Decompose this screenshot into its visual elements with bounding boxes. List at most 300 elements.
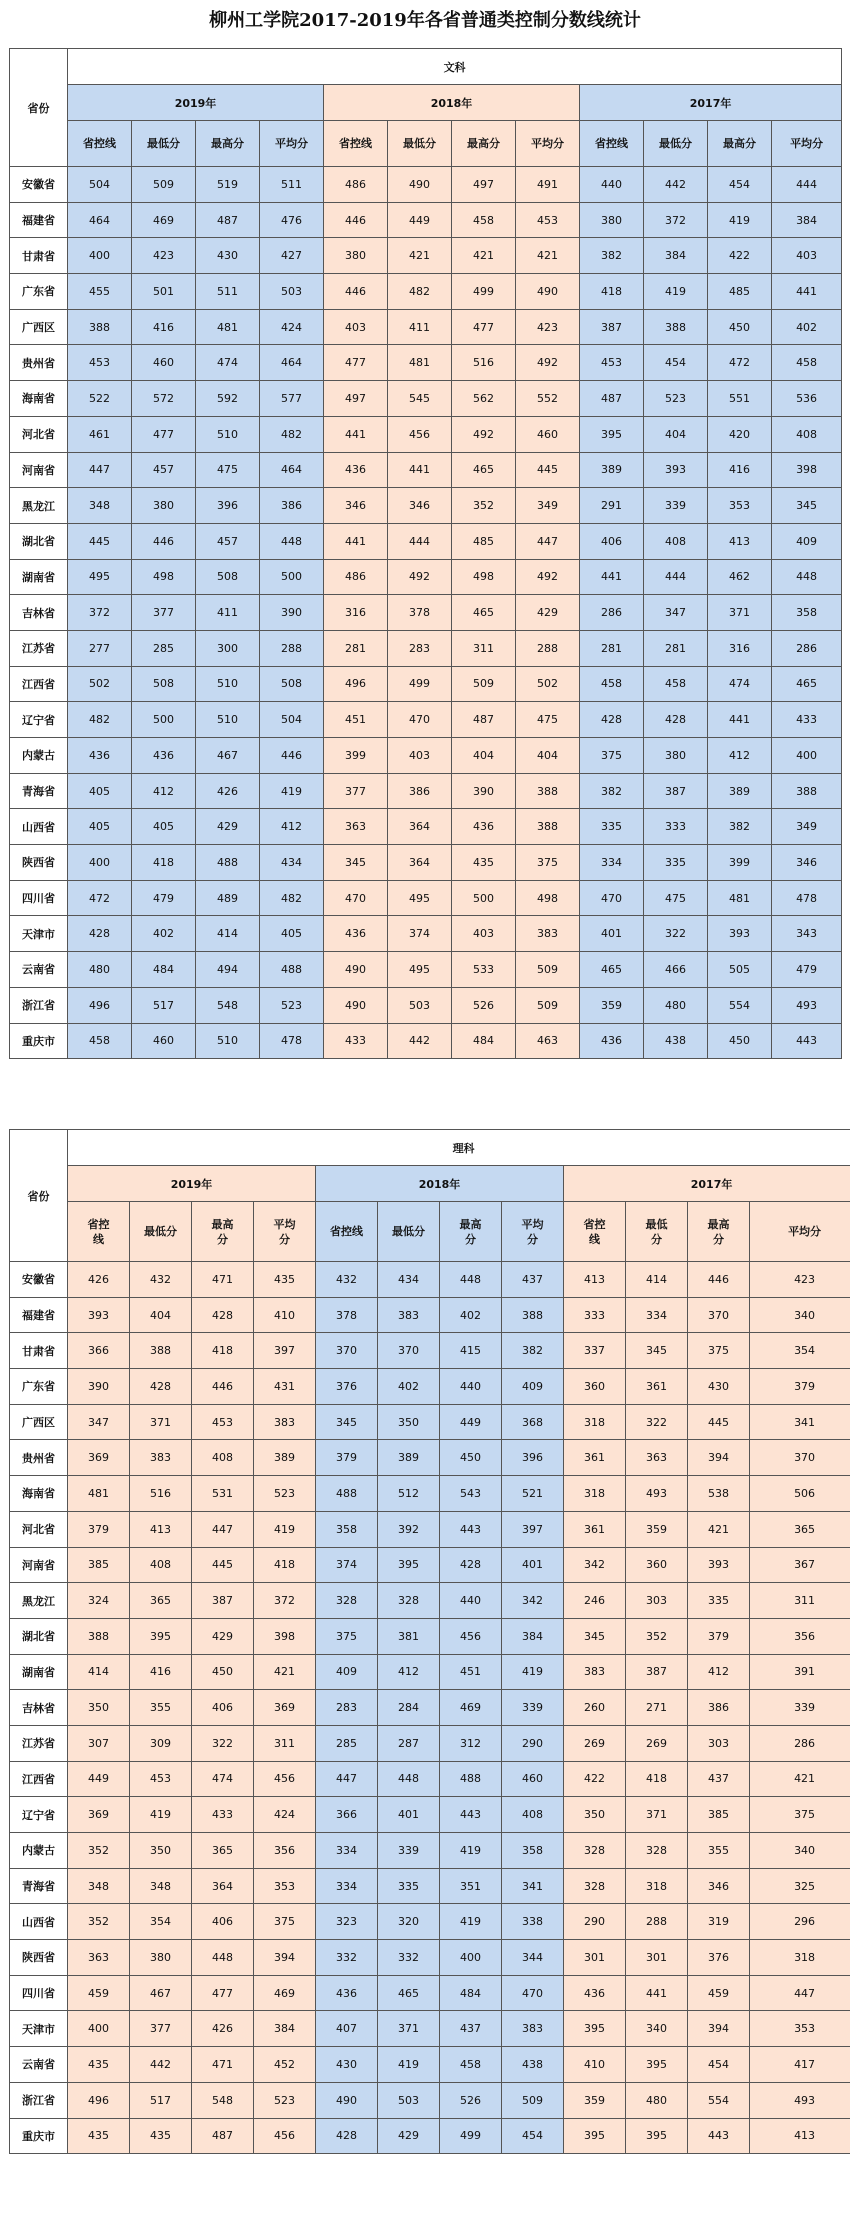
- score-cell: 428: [316, 2118, 378, 2154]
- subheader-zuidi: 最低分: [130, 1202, 192, 1262]
- wenke-year-row: [10, 85, 842, 121]
- score-cell: 359: [564, 2082, 626, 2118]
- score-cell: 347: [644, 595, 708, 631]
- score-cell: 471: [192, 2047, 254, 2083]
- province-cell: 山西省: [10, 1904, 68, 1940]
- score-cell: 334: [316, 1833, 378, 1869]
- score-cell: 501: [132, 274, 196, 310]
- score-cell: 509: [516, 952, 580, 988]
- score-cell: 371: [130, 1404, 192, 1440]
- score-cell: 338: [502, 1904, 564, 1940]
- score-cell: 487: [192, 2118, 254, 2154]
- province-cell: 陕西省: [10, 1940, 68, 1976]
- score-cell: 340: [750, 1833, 850, 1869]
- score-cell: 453: [192, 1404, 254, 1440]
- score-cell: 440: [440, 1369, 502, 1405]
- score-cell: 419: [254, 1511, 316, 1547]
- score-cell: 453: [516, 202, 580, 238]
- score-cell: 442: [130, 2047, 192, 2083]
- score-cell: 442: [388, 1023, 452, 1059]
- score-cell: 499: [440, 2118, 502, 2154]
- province-cell: 江苏省: [10, 1725, 68, 1761]
- score-cell: 426: [196, 773, 260, 809]
- score-cell: 318: [564, 1404, 626, 1440]
- score-cell: 592: [196, 381, 260, 417]
- province-cell: 广西区: [10, 309, 68, 345]
- score-cell: 380: [132, 488, 196, 524]
- score-cell: 438: [644, 1023, 708, 1059]
- score-cell: 403: [324, 309, 388, 345]
- score-cell: 416: [130, 1654, 192, 1690]
- score-cell: 448: [260, 523, 324, 559]
- score-cell: 432: [316, 1262, 378, 1298]
- table-row: [10, 2082, 850, 2118]
- subheader-zuigao: 最高 分: [688, 1202, 750, 1262]
- score-cell: 451: [324, 702, 388, 738]
- score-cell: 481: [196, 309, 260, 345]
- province-cell: 天津市: [10, 916, 68, 952]
- score-cell: 358: [772, 595, 842, 631]
- score-cell: 493: [772, 987, 842, 1023]
- score-cell: 406: [192, 1690, 254, 1726]
- province-cell: 湖南省: [10, 1654, 68, 1690]
- score-cell: 377: [324, 773, 388, 809]
- score-cell: 447: [192, 1511, 254, 1547]
- score-cell: 369: [68, 1440, 130, 1476]
- score-cell: 340: [750, 1297, 850, 1333]
- score-cell: 382: [502, 1333, 564, 1369]
- table-row: [10, 952, 842, 988]
- score-cell: 467: [130, 1975, 192, 2011]
- score-cell: 335: [644, 845, 708, 881]
- score-cell: 284: [378, 1690, 440, 1726]
- score-cell: 499: [452, 274, 516, 310]
- score-cell: 383: [130, 1440, 192, 1476]
- score-cell: 350: [564, 1797, 626, 1833]
- score-cell: 454: [708, 167, 772, 203]
- province-cell: 浙江省: [10, 987, 68, 1023]
- like-header-row: [10, 1130, 850, 1166]
- score-cell: 286: [772, 630, 842, 666]
- score-cell: 470: [324, 880, 388, 916]
- score-cell: 551: [708, 381, 772, 417]
- table-row: [10, 1833, 850, 1869]
- score-cell: 437: [440, 2011, 502, 2047]
- score-cell: 454: [502, 2118, 564, 2154]
- score-cell: 395: [378, 1547, 440, 1583]
- score-cell: 523: [644, 381, 708, 417]
- score-cell: 288: [626, 1904, 688, 1940]
- score-cell: 480: [68, 952, 132, 988]
- score-cell: 285: [316, 1725, 378, 1761]
- score-cell: 479: [132, 880, 196, 916]
- score-cell: 383: [378, 1297, 440, 1333]
- score-cell: 350: [130, 1833, 192, 1869]
- score-cell: 429: [516, 595, 580, 631]
- score-cell: 346: [688, 1868, 750, 1904]
- score-cell: 388: [644, 309, 708, 345]
- table-row: [10, 738, 842, 774]
- score-cell: 346: [324, 488, 388, 524]
- table-row: [10, 2011, 850, 2047]
- score-cell: 404: [516, 738, 580, 774]
- score-cell: 358: [502, 1833, 564, 1869]
- score-cell: 291: [580, 488, 644, 524]
- score-cell: 353: [254, 1868, 316, 1904]
- table-row: [10, 916, 842, 952]
- score-cell: 384: [772, 202, 842, 238]
- subheader-zuigao: 最高 分: [440, 1202, 502, 1262]
- score-cell: 342: [502, 1583, 564, 1619]
- score-cell: 369: [254, 1690, 316, 1726]
- score-cell: 409: [502, 1369, 564, 1405]
- score-cell: 464: [260, 345, 324, 381]
- score-cell: 484: [452, 1023, 516, 1059]
- score-cell: 405: [68, 773, 132, 809]
- year-header-2017: 2017年: [564, 1166, 850, 1202]
- table-row: [10, 1797, 850, 1833]
- score-cell: 404: [130, 1297, 192, 1333]
- score-cell: 441: [388, 452, 452, 488]
- score-cell: 405: [260, 916, 324, 952]
- score-cell: 492: [516, 559, 580, 595]
- score-cell: 380: [580, 202, 644, 238]
- score-cell: 447: [316, 1761, 378, 1797]
- score-cell: 334: [626, 1297, 688, 1333]
- score-cell: 412: [708, 738, 772, 774]
- score-cell: 403: [452, 916, 516, 952]
- score-cell: 422: [564, 1761, 626, 1797]
- score-cell: 443: [772, 1023, 842, 1059]
- score-cell: 460: [502, 1761, 564, 1797]
- score-cell: 395: [564, 2011, 626, 2047]
- score-cell: 487: [196, 202, 260, 238]
- table-row: [10, 2047, 850, 2083]
- score-cell: 418: [580, 274, 644, 310]
- score-cell: 377: [130, 2011, 192, 2047]
- score-cell: 335: [688, 1583, 750, 1619]
- score-cell: 522: [68, 381, 132, 417]
- score-cell: 411: [388, 309, 452, 345]
- subheader-zuidi: 最低分: [644, 121, 708, 167]
- score-cell: 490: [388, 167, 452, 203]
- score-cell: 386: [260, 488, 324, 524]
- score-cell: 390: [452, 773, 516, 809]
- score-cell: 485: [708, 274, 772, 310]
- score-cell: 271: [626, 1690, 688, 1726]
- score-cell: 395: [580, 416, 644, 452]
- score-cell: 345: [324, 845, 388, 881]
- score-cell: 361: [626, 1369, 688, 1405]
- score-cell: 396: [196, 488, 260, 524]
- score-cell: 458: [580, 666, 644, 702]
- score-cell: 457: [196, 523, 260, 559]
- score-cell: 325: [750, 1868, 850, 1904]
- province-cell: 贵州省: [10, 345, 68, 381]
- score-cell: 348: [130, 1868, 192, 1904]
- score-cell: 502: [516, 666, 580, 702]
- score-cell: 519: [196, 167, 260, 203]
- score-cell: 389: [708, 773, 772, 809]
- score-cell: 388: [516, 773, 580, 809]
- score-cell: 498: [452, 559, 516, 595]
- score-cell: 446: [260, 738, 324, 774]
- score-cell: 412: [378, 1654, 440, 1690]
- table-row: [10, 1940, 850, 1976]
- score-cell: 348: [68, 488, 132, 524]
- score-cell: 412: [688, 1654, 750, 1690]
- score-cell: 360: [564, 1369, 626, 1405]
- score-cell: 366: [68, 1333, 130, 1369]
- score-cell: 288: [260, 630, 324, 666]
- score-cell: 413: [130, 1511, 192, 1547]
- subheader-zuigao: 最高分: [452, 121, 516, 167]
- score-cell: 269: [626, 1725, 688, 1761]
- score-cell: 309: [130, 1725, 192, 1761]
- score-cell: 430: [688, 1369, 750, 1405]
- score-cell: 487: [452, 702, 516, 738]
- score-cell: 446: [192, 1369, 254, 1405]
- score-cell: 358: [316, 1511, 378, 1547]
- score-cell: 447: [750, 1975, 850, 2011]
- score-cell: 378: [316, 1297, 378, 1333]
- score-cell: 375: [254, 1904, 316, 1940]
- score-cell: 450: [440, 1440, 502, 1476]
- score-cell: 246: [564, 1583, 626, 1619]
- score-cell: 465: [452, 452, 516, 488]
- score-cell: 426: [68, 1262, 130, 1298]
- score-cell: 387: [192, 1583, 254, 1619]
- score-cell: 453: [68, 345, 132, 381]
- province-header: 省份: [10, 49, 68, 167]
- score-cell: 479: [772, 952, 842, 988]
- province-cell: 安徽省: [10, 167, 68, 203]
- score-cell: 462: [708, 559, 772, 595]
- score-cell: 316: [324, 595, 388, 631]
- score-cell: 444: [388, 523, 452, 559]
- subheader-kongzhi: 省控 线: [564, 1202, 626, 1262]
- score-cell: 465: [580, 952, 644, 988]
- score-cell: 497: [452, 167, 516, 203]
- score-cell: 360: [626, 1547, 688, 1583]
- year-header-2019: 2019年: [68, 1166, 316, 1202]
- score-cell: 312: [440, 1725, 502, 1761]
- score-cell: 371: [378, 2011, 440, 2047]
- score-cell: 448: [378, 1761, 440, 1797]
- score-cell: 430: [196, 238, 260, 274]
- score-cell: 296: [750, 1904, 850, 1940]
- score-cell: 436: [324, 452, 388, 488]
- score-cell: 460: [132, 1023, 196, 1059]
- score-cell: 455: [68, 274, 132, 310]
- score-cell: 401: [378, 1797, 440, 1833]
- score-cell: 335: [580, 809, 644, 845]
- table-row: [10, 1511, 850, 1547]
- score-cell: 490: [324, 987, 388, 1023]
- score-cell: 375: [516, 845, 580, 881]
- score-cell: 287: [378, 1725, 440, 1761]
- score-cell: 429: [196, 809, 260, 845]
- score-cell: 481: [68, 1476, 130, 1512]
- score-cell: 416: [132, 309, 196, 345]
- table-row: [10, 1547, 850, 1583]
- score-cell: 449: [440, 1404, 502, 1440]
- score-cell: 384: [254, 2011, 316, 2047]
- province-cell: 浙江省: [10, 2082, 68, 2118]
- table-row: [10, 1369, 850, 1405]
- province-cell: 湖北省: [10, 523, 68, 559]
- score-cell: 311: [750, 1583, 850, 1619]
- score-cell: 328: [378, 1583, 440, 1619]
- score-cell: 400: [68, 2011, 130, 2047]
- score-cell: 456: [440, 1618, 502, 1654]
- score-cell: 370: [378, 1333, 440, 1369]
- score-cell: 303: [626, 1583, 688, 1619]
- score-cell: 260: [564, 1690, 626, 1726]
- subheader-pingjun: 平均 分: [254, 1202, 316, 1262]
- score-cell: 516: [452, 345, 516, 381]
- table-row: [10, 1297, 850, 1333]
- score-cell: 512: [378, 1476, 440, 1512]
- score-cell: 510: [196, 1023, 260, 1059]
- score-cell: 371: [708, 595, 772, 631]
- province-cell: 江西省: [10, 1761, 68, 1797]
- score-cell: 414: [68, 1654, 130, 1690]
- score-cell: 414: [196, 916, 260, 952]
- score-cell: 436: [324, 916, 388, 952]
- score-cell: 390: [260, 595, 324, 631]
- score-cell: 393: [688, 1547, 750, 1583]
- subheader-pingjun: 平均分: [750, 1202, 850, 1262]
- score-cell: 428: [130, 1369, 192, 1405]
- province-cell: 内蒙古: [10, 738, 68, 774]
- score-cell: 436: [580, 1023, 644, 1059]
- score-cell: 370: [688, 1297, 750, 1333]
- score-cell: 359: [626, 1511, 688, 1547]
- score-cell: 388: [68, 309, 132, 345]
- province-cell: 贵州省: [10, 1440, 68, 1476]
- score-cell: 351: [440, 1868, 502, 1904]
- score-cell: 346: [772, 845, 842, 881]
- score-cell: 506: [750, 1476, 850, 1512]
- score-cell: 446: [324, 274, 388, 310]
- score-cell: 477: [192, 1975, 254, 2011]
- score-cell: 421: [254, 1654, 316, 1690]
- score-cell: 372: [254, 1583, 316, 1619]
- score-cell: 441: [626, 1975, 688, 2011]
- province-cell: 安徽省: [10, 1262, 68, 1298]
- province-cell: 河南省: [10, 1547, 68, 1583]
- score-cell: 488: [260, 952, 324, 988]
- score-cell: 437: [688, 1761, 750, 1797]
- score-cell: 388: [516, 809, 580, 845]
- score-cell: 545: [388, 381, 452, 417]
- score-cell: 404: [644, 416, 708, 452]
- score-cell: 492: [388, 559, 452, 595]
- score-cell: 301: [626, 1940, 688, 1976]
- score-cell: 404: [452, 738, 516, 774]
- province-cell: 青海省: [10, 1868, 68, 1904]
- table-row: [10, 2118, 850, 2154]
- score-cell: 491: [516, 167, 580, 203]
- province-cell: 吉林省: [10, 1690, 68, 1726]
- score-cell: 495: [68, 559, 132, 595]
- subheader-pingjun: 平均分: [772, 121, 842, 167]
- score-cell: 492: [516, 345, 580, 381]
- score-cell: 406: [192, 1904, 254, 1940]
- score-cell: 448: [772, 559, 842, 595]
- score-cell: 472: [68, 880, 132, 916]
- province-cell: 河北省: [10, 416, 68, 452]
- score-cell: 414: [626, 1262, 688, 1298]
- subheader-zuigao: 最高 分: [192, 1202, 254, 1262]
- score-cell: 319: [688, 1904, 750, 1940]
- score-cell: 442: [644, 167, 708, 203]
- score-cell: 418: [626, 1761, 688, 1797]
- score-cell: 448: [440, 1262, 502, 1298]
- score-cell: 387: [626, 1654, 688, 1690]
- score-cell: 523: [260, 987, 324, 1023]
- score-cell: 449: [388, 202, 452, 238]
- score-cell: 517: [130, 2082, 192, 2118]
- score-cell: 511: [260, 167, 324, 203]
- subheader-zuigao: 最高分: [196, 121, 260, 167]
- score-cell: 363: [68, 1940, 130, 1976]
- score-cell: 446: [132, 523, 196, 559]
- table-row: [10, 1868, 850, 1904]
- score-cell: 281: [580, 630, 644, 666]
- table-row: [10, 309, 842, 345]
- score-cell: 382: [708, 809, 772, 845]
- score-cell: 333: [644, 809, 708, 845]
- score-cell: 419: [130, 1797, 192, 1833]
- score-cell: 376: [316, 1369, 378, 1405]
- score-cell: 508: [196, 559, 260, 595]
- score-cell: 496: [324, 666, 388, 702]
- score-cell: 372: [68, 595, 132, 631]
- score-cell: 428: [644, 702, 708, 738]
- province-cell: 河北省: [10, 1511, 68, 1547]
- score-cell: 490: [316, 2082, 378, 2118]
- score-cell: 458: [440, 2047, 502, 2083]
- province-cell: 甘肃省: [10, 1333, 68, 1369]
- score-cell: 427: [260, 238, 324, 274]
- score-cell: 436: [452, 809, 516, 845]
- score-cell: 341: [502, 1868, 564, 1904]
- score-cell: 428: [440, 1547, 502, 1583]
- score-cell: 533: [452, 952, 516, 988]
- like-section-label: 理科: [68, 1130, 850, 1166]
- score-cell: 429: [378, 2118, 440, 2154]
- score-cell: 526: [452, 987, 516, 1023]
- score-cell: 470: [388, 702, 452, 738]
- score-cell: 364: [388, 809, 452, 845]
- score-cell: 364: [192, 1868, 254, 1904]
- province-cell: 福建省: [10, 202, 68, 238]
- score-cell: 503: [260, 274, 324, 310]
- score-cell: 505: [708, 952, 772, 988]
- score-cell: 504: [260, 702, 324, 738]
- score-cell: 469: [132, 202, 196, 238]
- score-cell: 429: [192, 1618, 254, 1654]
- score-cell: 384: [502, 1618, 564, 1654]
- score-cell: 498: [516, 880, 580, 916]
- score-cell: 366: [316, 1797, 378, 1833]
- score-cell: 509: [502, 2082, 564, 2118]
- score-cell: 334: [316, 1868, 378, 1904]
- score-cell: 352: [68, 1904, 130, 1940]
- subheader-pingjun: 平均分: [516, 121, 580, 167]
